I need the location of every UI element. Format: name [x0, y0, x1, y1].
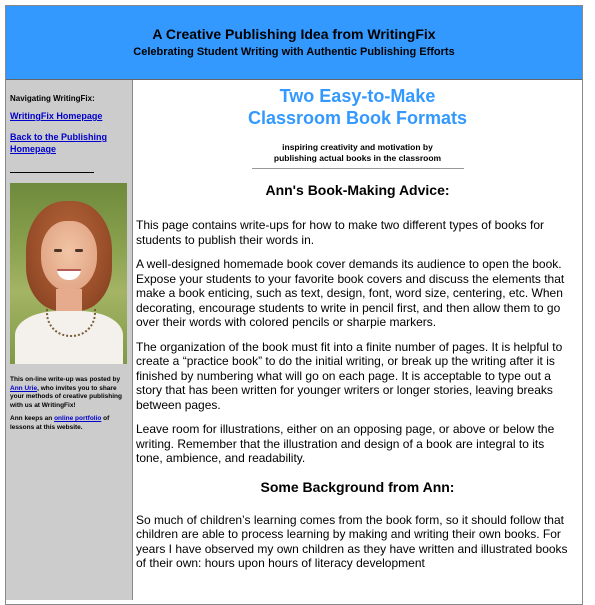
author-photo	[10, 183, 127, 364]
background-paragraph: So much of children’s learning comes from the book form, so it should follow that children are able to process learning by making and writing their own books. For years I have observed my own children as they have written and illustrated books of their own: hours upon hours of literacy development	[136, 512, 568, 570]
photo-left-eye	[54, 249, 62, 252]
author-note-suffix: , who invites you to share your methods of creative publishing with us at WritingFix!	[10, 384, 122, 409]
page-title	[133, 85, 582, 129]
portfolio-note-prefix: Ann keeps an	[10, 415, 55, 422]
sidebar-link-writingfix-homepage[interactable]: WritingFix Homepage	[10, 111, 103, 121]
online-portfolio-link[interactable]: online portfolio	[54, 415, 102, 422]
sidebar-divider	[10, 172, 94, 173]
sidebar	[6, 80, 133, 600]
page-subtitle	[133, 142, 582, 164]
advice-paragraph: The organization of the book must fit into a finite number of pages. It is helpful to create a “practice book” to do the initial writing, or break up the writing after it is finished by numbering what will go on each page. It is acceptable to type out a story that has been written for younger writers or longer stories, leaving breaks between pages.	[136, 339, 563, 412]
author-note-prefix: This on-line write-up was posted by	[10, 376, 121, 383]
title-divider	[252, 168, 464, 169]
main-content	[133, 80, 582, 600]
sidebar-link-publishing-homepage[interactable]: Back to the Publishing Homepage	[10, 132, 108, 154]
section-heading-background: Some Background from Ann:	[260, 478, 455, 495]
advice-paragraph: A well-designed homemade book cover demands its audience to open the book. Expose your students to your favorite book covers and discuss the elements that make a book enticing, such as text, design, font, word size, centering, etc. When decorating, encourage students to write in pencil first, and then allow them to go over their words with colored pencils or sharpie markers.	[136, 257, 565, 329]
photo-right-eye	[75, 249, 83, 252]
header-subtitle: Celebrating Student Writing with Authentic Publishing Efforts	[133, 46, 455, 58]
page-subtitle-line-2: publishing actual books in the classroom	[273, 153, 442, 163]
photo-face	[41, 221, 97, 291]
advice-paragraph: Leave room for illustrations, either on an opposing page, or above or below the writing. Remember that the illustration and design of a book are integral to its tone, ambience, and readability.	[136, 422, 555, 465]
page-subtitle-line-1: inspiring creativity and motivation by	[282, 142, 433, 152]
section-heading-advice: Ann's Book-Making Advice:	[265, 182, 450, 198]
header-title: A Creative Publishing Idea from WritingFix	[152, 26, 436, 42]
portfolio-note	[10, 415, 128, 432]
advice-paragraph: This page contains write-ups for how to make two different types of books for students to publish their words in.	[136, 218, 544, 247]
page-title-line-1: Two Easy-to-Make	[279, 86, 436, 106]
site-header	[6, 6, 582, 80]
author-note	[10, 376, 128, 410]
sidebar-nav-label: Navigating WritingFix:	[10, 94, 95, 103]
portfolio-note-suffix: of lessons at this website.	[10, 415, 110, 431]
author-name-link[interactable]: Ann Urie	[10, 384, 38, 392]
page-title-line-2: Classroom Book Formats	[247, 108, 468, 128]
